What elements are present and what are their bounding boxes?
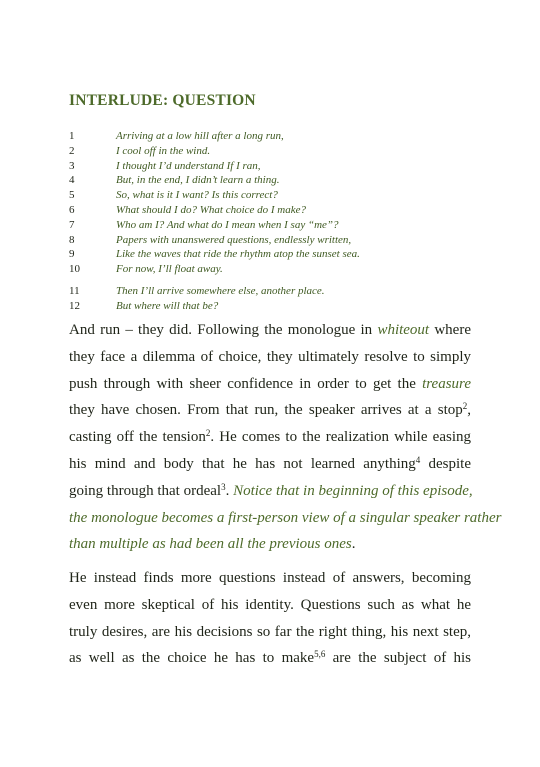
text-run: And run – they did. Following the monologue in — [69, 322, 378, 338]
line-number: 2 — [69, 144, 75, 157]
poem-text: But, in the end, I didn’t learn a thing. — [116, 174, 280, 187]
poem-line — [69, 262, 489, 277]
stanza-break — [69, 277, 489, 284]
text-line: He instead finds more questions instead of answers, becoming — [69, 570, 471, 586]
line-number: 10 — [69, 263, 80, 276]
footnote-ref: 4 — [415, 454, 421, 465]
poem-text: I cool off in the wind. — [116, 144, 211, 157]
poem-line — [69, 173, 489, 188]
body-paragraph-1 — [69, 317, 502, 558]
poem-line — [69, 299, 489, 314]
text-run: where — [429, 322, 471, 338]
text-line — [69, 451, 471, 478]
text-line — [69, 645, 471, 672]
line-number: 4 — [69, 174, 75, 187]
text-run: as well as the choice he has to make — [69, 650, 315, 667]
poem-text: What should I do? What choice do I make? — [116, 203, 307, 216]
text-line — [69, 317, 471, 344]
poem-text: Like the waves that ride the rhythm atop the sunset sea. — [116, 248, 360, 261]
poem-line — [69, 284, 489, 299]
poem-text: For now, I’ll float away. — [116, 263, 223, 276]
footnote-ref: 3 — [221, 481, 226, 492]
line-number: 1 — [69, 130, 75, 142]
emphasis-treasure: treasure — [422, 375, 471, 392]
text-run: his mind and body that he has not learned anything — [69, 455, 416, 472]
line-number: 8 — [69, 233, 75, 246]
text-run: going through that ordeal — [69, 482, 222, 499]
poem-line — [69, 159, 489, 174]
line-number: 5 — [69, 189, 75, 202]
text-line: even more skeptical of his identity. Questions such as what he — [69, 596, 471, 613]
text-line: the monologue becomes a first-person view of a singular speaker rather — [69, 509, 502, 526]
text-run: . — [225, 482, 234, 499]
poem-text: Arriving at a low hill after a long run, — [116, 130, 284, 142]
text-line — [69, 531, 471, 558]
line-number: 9 — [69, 248, 75, 261]
text-line: truly desires, are his decisions so far the right thing, his next step, — [69, 623, 471, 640]
footnote-ref: 2 — [462, 401, 468, 412]
text-run: casting off the tension — [69, 429, 206, 446]
poem-line — [69, 247, 489, 262]
line-number: 12 — [69, 299, 80, 312]
text-run: push through with sheer confidence in order to get the — [69, 375, 423, 392]
poem-line — [69, 233, 489, 248]
footnote-ref: 2 — [205, 428, 211, 439]
text-run: . He comes to the realization while easing — [210, 429, 471, 446]
poem-line — [69, 188, 489, 203]
poem-line — [69, 218, 489, 233]
emphasis-whiteout: whiteout — [377, 322, 430, 338]
text-line — [69, 397, 471, 424]
emphasis-note: Notice that in beginning of this episode, — [233, 482, 473, 499]
poem-text: Papers with unanswered questions, endlessly written, — [116, 233, 352, 246]
text-run: , — [467, 402, 471, 419]
text-run: are the subject of his — [325, 650, 472, 667]
text-line: they face a dilemma of choice, they ultimately resolve to simply — [69, 348, 471, 365]
poem-block — [69, 129, 489, 314]
section-heading: INTERLUDE: QUESTION — [69, 92, 256, 109]
text-run: despite — [420, 455, 471, 472]
text-line — [69, 371, 471, 398]
line-number: 3 — [69, 159, 75, 172]
poem-text: Then I’ll arrive somewhere else, another place. — [116, 284, 325, 297]
line-number: 7 — [69, 218, 75, 231]
line-number: 6 — [69, 203, 75, 216]
poem-line — [69, 203, 489, 218]
poem-text: I thought I’d understand If I ran, — [116, 159, 261, 172]
body-paragraph-2 — [69, 565, 471, 672]
text-line — [69, 478, 471, 505]
text-line — [69, 424, 471, 451]
poem-text: But where will that be? — [116, 299, 219, 312]
footnote-ref: 5,6 — [314, 649, 326, 660]
poem-text: Who am I? And what do I mean when I say “me”? — [116, 218, 339, 231]
line-number: 11 — [69, 284, 80, 297]
text-run: . — [351, 536, 356, 553]
poem-text: So, what is it I want? Is this correct? — [116, 189, 278, 202]
emphasis-note: than multiple as had been all the previous ones — [69, 536, 352, 553]
poem-line — [69, 144, 489, 159]
poem-line — [69, 129, 489, 144]
text-run: they have chosen. From that run, the speaker arrives at a stop — [69, 402, 463, 419]
